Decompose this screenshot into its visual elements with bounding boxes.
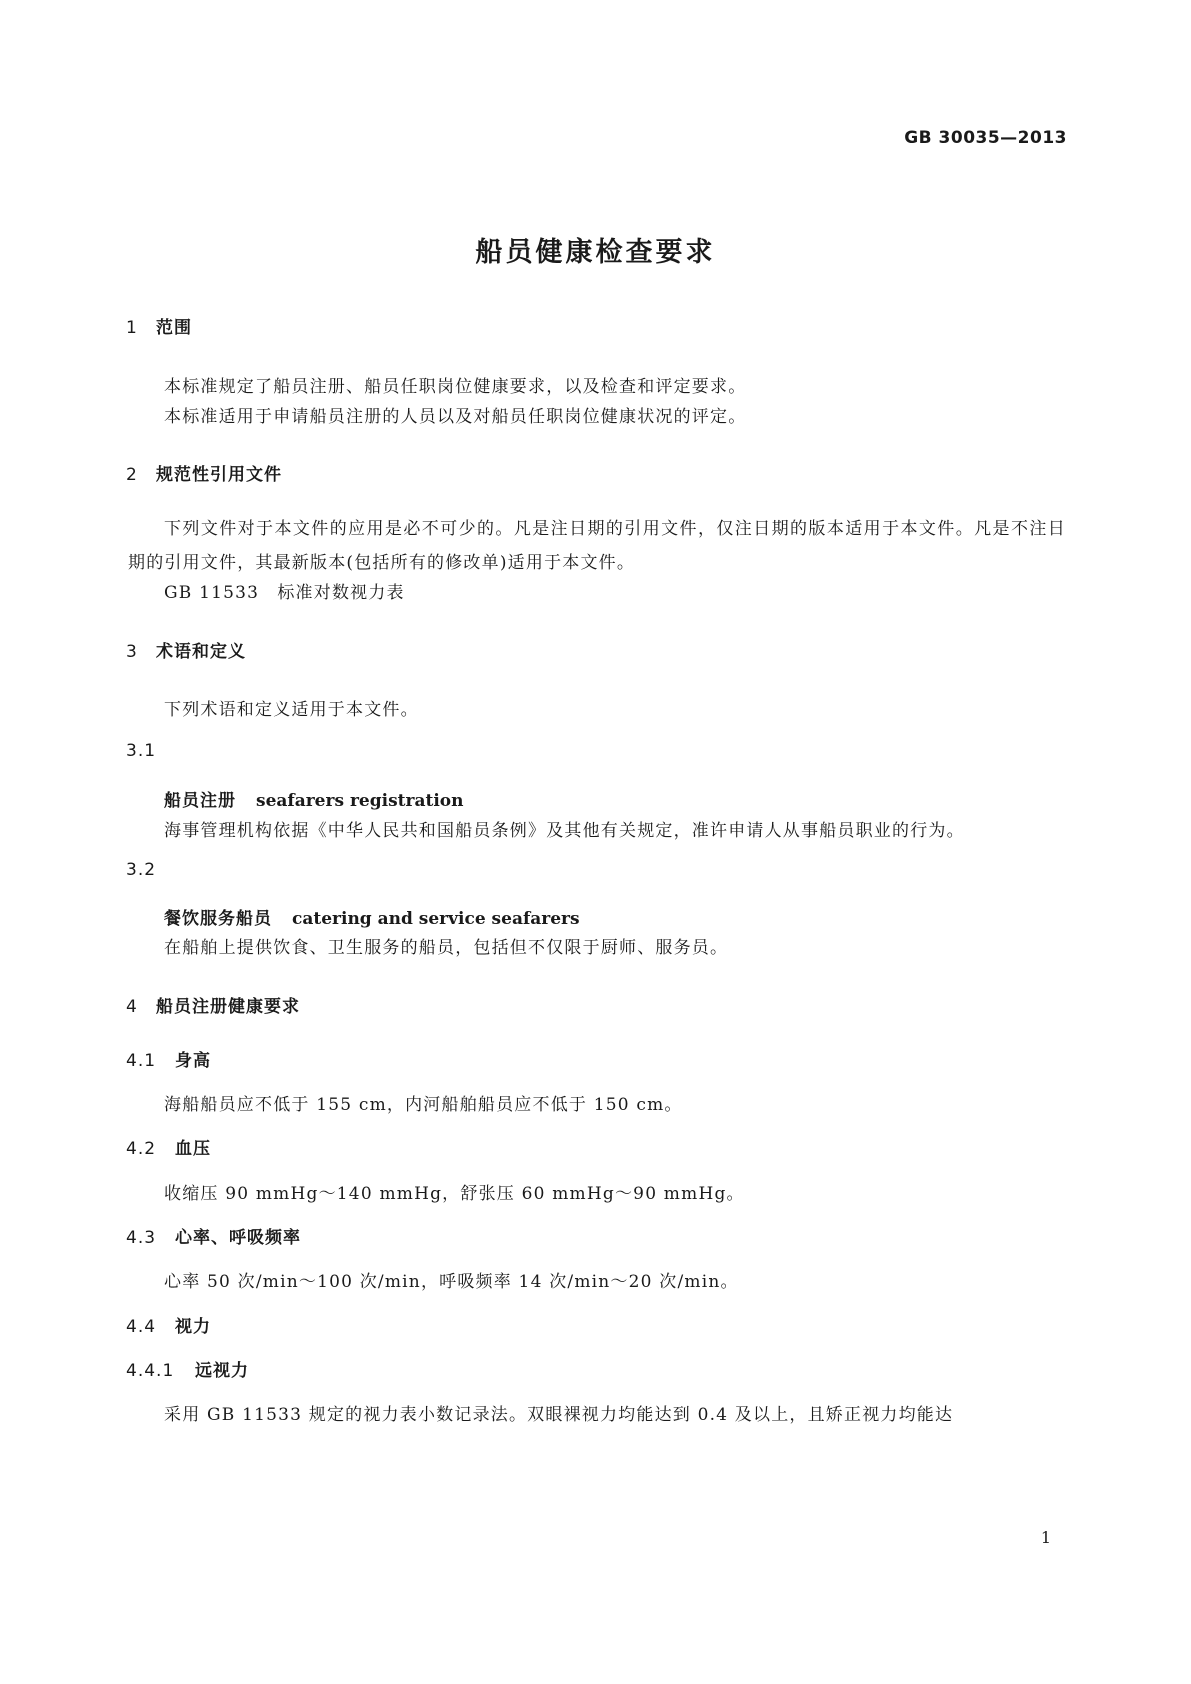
section-title: 视力 (175, 1317, 211, 1337)
section-1-heading (126, 313, 192, 338)
height-requirement: 海船船员应不低于 155 cm，内河船舶船员应不低于 150 cm。 (164, 1095, 683, 1115)
normative-reference-paragraph: 下列文件对于本文件的应用是必不可少的。凡是注日期的引用文件，仅注日期的版本适用于本文件。凡是不注日期的引用文件，其最新版本(包括所有的修改单)适用于本文件。 (128, 519, 1066, 573)
section-number: 4.4 (126, 1317, 157, 1337)
section-title: 船员注册健康要求 (156, 997, 300, 1017)
term-3-2-number: 3.2 (126, 860, 157, 880)
section-4-4-1-heading (126, 1356, 249, 1381)
distance-vision-paragraph: 采用 GB 11533 规定的视力表小数记录法。双眼裸视力均能达到 0.4 及以上，且矫正视力均能达 (164, 1405, 954, 1425)
section-4-heading (126, 992, 300, 1017)
section-title: 范围 (156, 318, 192, 338)
page-number: 1 (1040, 1528, 1051, 1547)
section-title: 血压 (175, 1139, 211, 1159)
term-chinese: 船员注册 (164, 791, 236, 811)
normative-reference-item: GB 11533 标准对数视力表 (164, 583, 405, 603)
section-4-4-heading (126, 1312, 211, 1337)
section-number: 4 (126, 997, 138, 1017)
blood-pressure-requirement: 收缩压 90 mmHg～140 mmHg，舒张压 60 mmHg～90 mmHg。 (164, 1184, 745, 1204)
section-title: 术语和定义 (156, 642, 246, 662)
term-english: catering and service seafarers (292, 909, 580, 929)
term-3-1-definition: 海事管理机构依据《中华人民共和国船员条例》及其他有关规定，准许申请人从事船员职业的行为。 (164, 821, 965, 841)
terms-intro-paragraph: 下列术语和定义适用于本文件。 (164, 700, 419, 720)
section-2-heading (126, 460, 282, 485)
section-number: 2 (126, 465, 138, 485)
term-3-2-title (164, 904, 580, 929)
section-number: 4.1 (126, 1051, 157, 1071)
section-3-heading (126, 637, 246, 662)
section-number: 4.4.1 (126, 1361, 175, 1381)
term-3-1-title (164, 786, 463, 811)
scope-paragraph-2: 本标准适用于申请船员注册的人员以及对船员任职岗位健康状况的评定。 (164, 407, 747, 427)
section-4-3-heading (126, 1223, 301, 1248)
section-title: 心率、呼吸频率 (175, 1228, 301, 1248)
section-number: 1 (126, 318, 138, 338)
section-title: 身高 (175, 1051, 211, 1071)
term-english: seafarers registration (256, 791, 464, 811)
section-4-2-heading (126, 1134, 211, 1159)
term-chinese: 餐饮服务船员 (164, 909, 272, 929)
term-3-1-number: 3.1 (126, 741, 157, 761)
document-title: 船员健康检查要求 (475, 237, 716, 268)
heart-rate-requirement: 心率 50 次/min～100 次/min，呼吸频率 14 次/min～20 次/min。 (164, 1272, 739, 1292)
standard-number: GB 30035—2013 (904, 128, 1067, 148)
section-number: 4.3 (126, 1228, 157, 1248)
section-title: 规范性引用文件 (156, 465, 282, 485)
section-4-1-heading (126, 1046, 211, 1071)
section-title: 远视力 (195, 1361, 249, 1381)
section-number: 4.2 (126, 1139, 157, 1159)
scope-paragraph-1: 本标准规定了船员注册、船员任职岗位健康要求，以及检查和评定要求。 (164, 377, 747, 397)
section-number: 3 (126, 642, 138, 662)
term-3-2-definition: 在船舶上提供饮食、卫生服务的船员，包括但不仅限于厨师、服务员。 (164, 938, 729, 958)
